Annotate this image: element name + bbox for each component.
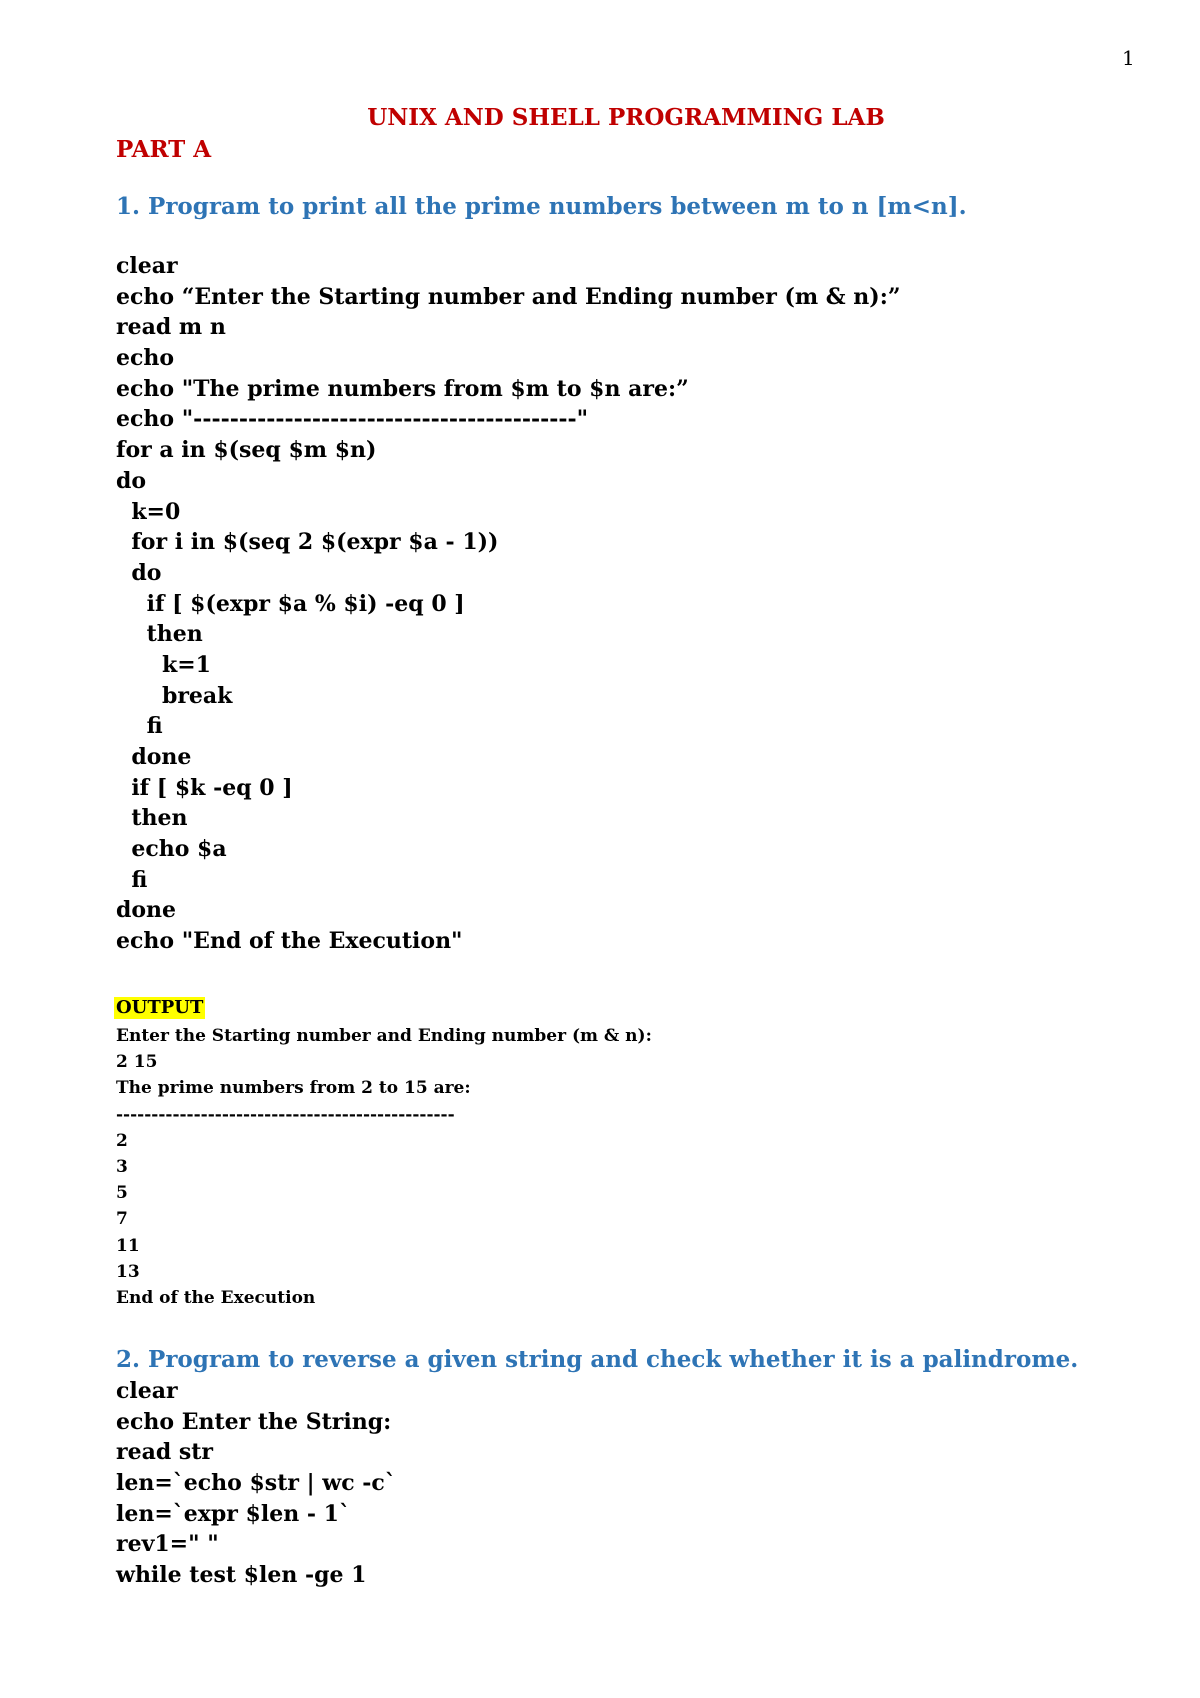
output-line: 13 bbox=[116, 1261, 140, 1282]
code-line: do bbox=[116, 467, 147, 494]
output-line: Enter the Starting number and Ending number (m & n): bbox=[116, 1026, 652, 1046]
code-line: echo "------------------------------------------" bbox=[116, 406, 589, 433]
part-heading: PART A bbox=[116, 136, 212, 163]
output-line: 5 bbox=[116, 1183, 128, 1204]
code-line: fi bbox=[116, 866, 148, 893]
output-line: 2 bbox=[116, 1130, 128, 1151]
output-line: 2 15 bbox=[116, 1052, 158, 1073]
question-1-heading: 1. Program to print all the prime numbers between m to n [m<n]. bbox=[116, 193, 967, 220]
code-line: done bbox=[116, 897, 177, 924]
code-line: read str bbox=[116, 1439, 214, 1466]
code-line: echo $a bbox=[116, 836, 227, 863]
code-line: k=0 bbox=[116, 498, 181, 525]
code-line: echo Enter the String: bbox=[116, 1408, 392, 1435]
code-line: then bbox=[116, 621, 203, 648]
output-line: 11 bbox=[116, 1235, 140, 1256]
code-line: then bbox=[116, 805, 188, 832]
code-line: k=1 bbox=[116, 651, 211, 678]
code-line: clear bbox=[116, 253, 178, 279]
page-number: 1 bbox=[1122, 46, 1135, 70]
code-line: echo "End of the Execution" bbox=[116, 928, 463, 955]
code-line: if [ $(expr $a % $i) -eq 0 ] bbox=[116, 590, 465, 617]
code-line: rev1=" " bbox=[116, 1531, 219, 1558]
code-line: fi bbox=[116, 713, 163, 740]
code-line: read m n bbox=[116, 314, 226, 341]
code-line: len=`expr $len - 1` bbox=[116, 1500, 350, 1527]
output-line: The prime numbers from 2 to 15 are: bbox=[116, 1078, 471, 1099]
output-label: OUTPUT bbox=[116, 997, 204, 1018]
question-1-code bbox=[116, 251, 901, 957]
code-line: clear bbox=[116, 1378, 178, 1404]
code-line: for a in $(seq $m $n) bbox=[116, 437, 377, 464]
question-1-output bbox=[116, 1023, 652, 1311]
code-line: echo "The prime numbers from $m to $n are:” bbox=[116, 375, 689, 402]
output-line: End of the Execution bbox=[116, 1287, 316, 1308]
code-line: while test $len -ge 1 bbox=[116, 1562, 367, 1589]
question-2-code bbox=[116, 1376, 396, 1591]
output-line: 3 bbox=[116, 1156, 128, 1177]
code-line: do bbox=[116, 559, 162, 586]
code-line: for i in $(seq 2 $(expr $a - 1)) bbox=[116, 529, 499, 556]
question-2-heading: 2. Program to reverse a given string and check whether it is a palindrome. bbox=[116, 1346, 1079, 1373]
code-line: len=`echo $str | wc -c` bbox=[116, 1470, 396, 1497]
code-line: break bbox=[116, 682, 233, 709]
code-line: done bbox=[116, 744, 192, 770]
code-line: echo “Enter the Starting number and Ending number (m & n):” bbox=[116, 283, 901, 310]
code-line: echo bbox=[116, 345, 175, 372]
output-line: 7 bbox=[116, 1209, 128, 1230]
output-line: ------------------------------------------------ bbox=[116, 1104, 455, 1125]
code-line: if [ $k -eq 0 ] bbox=[116, 774, 293, 801]
document-title: UNIX AND SHELL PROGRAMMING LAB bbox=[367, 104, 885, 131]
